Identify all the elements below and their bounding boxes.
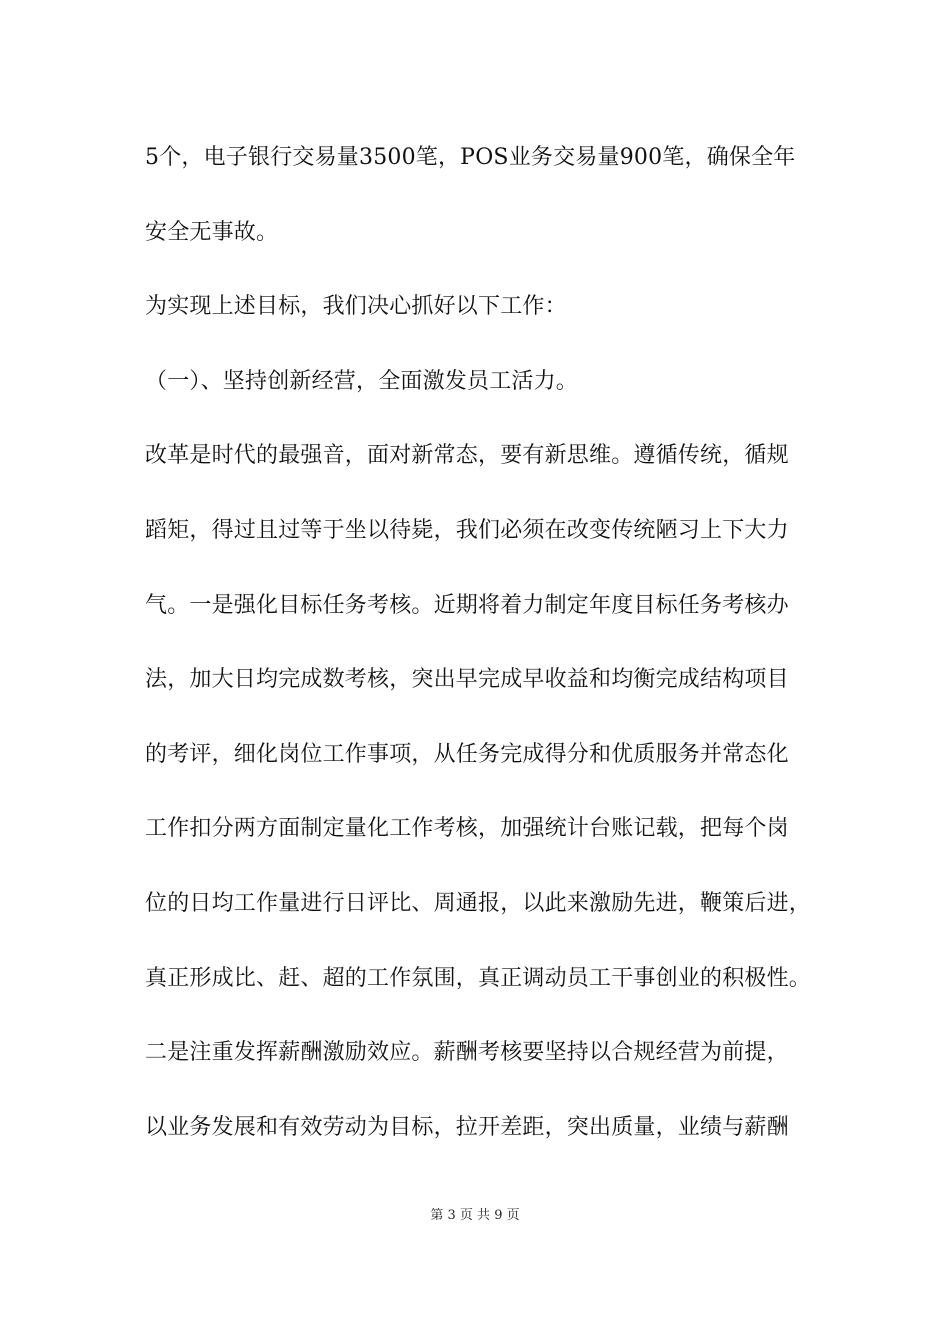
text-line: 以业务发展和有效劳动为目标，拉开差距，突出质量，业绩与薪酬 — [145, 1114, 789, 1140]
text-line: 安全无事故。 — [145, 219, 279, 245]
text-line: 5个，电子银行交易量3500笔，POS业务交易量900笔，确保全年 — [145, 145, 796, 170]
text-line: 气。一是强化目标任务考核。近期将着力制定年度目标任务考核办 — [145, 592, 789, 618]
text-line: 工作扣分两方面制定量化工作考核，加强统计台账记载，把每个岗 — [145, 816, 789, 842]
text-line: 位的日均工作量进行日评比、周通报，以此来激励先进，鞭策后进， — [145, 890, 812, 916]
text-line: 的考评，细化岗位工作事项，从任务完成得分和优质服务并常态化 — [145, 741, 789, 767]
body-text — [145, 138, 835, 1182]
text-line: 为实现上述目标，我们决心抓好以下工作： — [145, 294, 567, 320]
text-line: 蹈矩，得过且过等于坐以待毙，我们必须在改变传统陋习上下大力 — [145, 517, 789, 543]
section-heading: （一）、坚持创新经营，全面激发员工活力。 — [145, 368, 579, 394]
text-line: 法，加大日均完成数考核，突出早完成早收益和均衡完成结构项目 — [145, 667, 789, 693]
text-line: 改革是时代的最强音，面对新常态，要有新思维。遵循传统，循规 — [145, 443, 789, 469]
text-line: 二是注重发挥薪酬激励效应。薪酬考核要坚持以合规经营为前提， — [145, 1040, 789, 1066]
text-line: 真正形成比、赶、超的工作氛围，真正调动员工干事创业的积极性。 — [145, 965, 812, 991]
page-number-footer: 第 3 页 共 9 页 — [430, 1208, 520, 1223]
